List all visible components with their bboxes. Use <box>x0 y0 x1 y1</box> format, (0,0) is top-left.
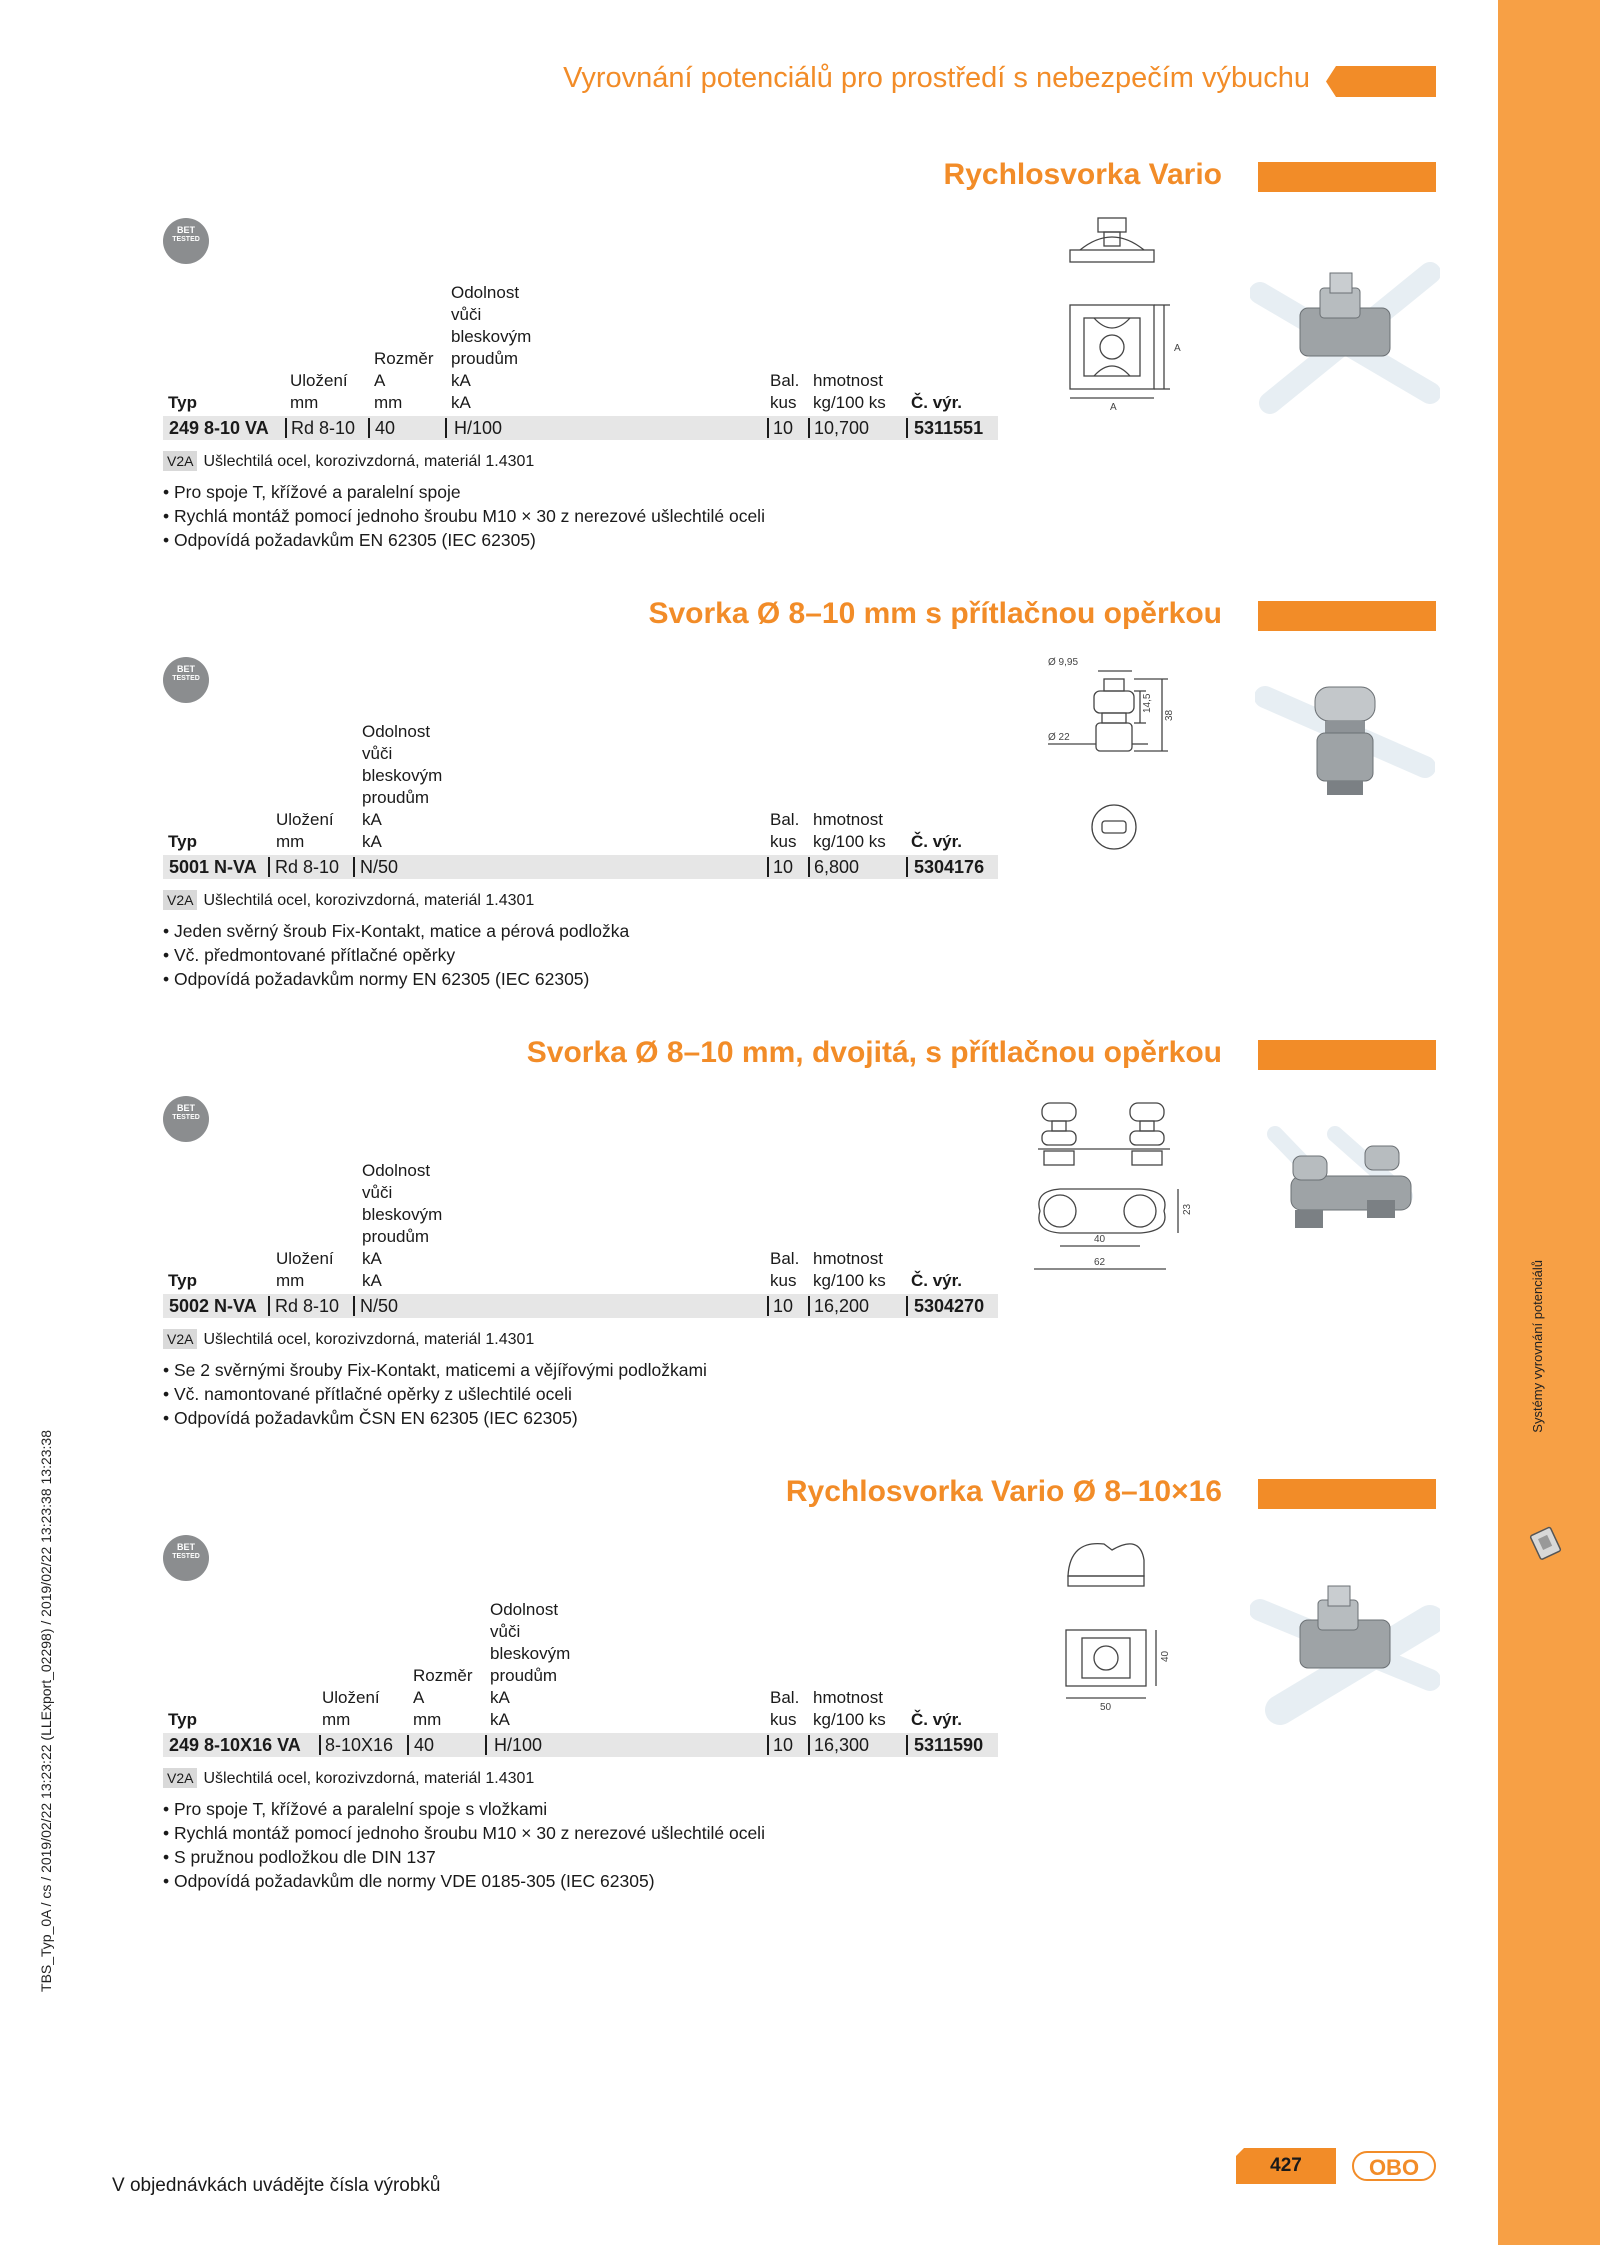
section-title: Svorka Ø 8–10 mm, dvojitá, s přítlačnou opěrkou <box>526 1036 1222 1069</box>
list-item: • S pružnou podložkou dle DIN 137 <box>163 1845 765 1869</box>
dim-label: Ø 9,95 <box>1048 657 1079 668</box>
product-section-1 <box>0 158 1498 588</box>
cell-bal: 10 <box>773 857 794 877</box>
header-bal: Bal. kus <box>770 1688 800 1729</box>
material-line <box>163 1768 534 1789</box>
dim-label: 40 <box>1160 1650 1171 1662</box>
cell-bal: 10 <box>773 1735 794 1755</box>
header-typ: Typ <box>168 832 197 851</box>
cell-odolnost: H/100 <box>494 1735 543 1755</box>
cell-odolnost: N/50 <box>360 857 399 877</box>
page-number: 427 <box>1270 2155 1302 2176</box>
cell-typ: 5002 N-VA <box>169 1296 257 1316</box>
product-photo <box>1250 253 1440 423</box>
cell-ulozeni: Rd 8-10 <box>275 1296 340 1316</box>
header-cvyr: Č. výr. <box>911 832 963 851</box>
cell-rozmer: 40 <box>414 1735 435 1755</box>
product-section-2 <box>0 597 1498 1027</box>
tested-badge: BET TESTED <box>163 1535 209 1581</box>
material-line <box>163 1329 534 1350</box>
product-photo <box>1255 1116 1435 1266</box>
header-hmotnost: hmotnost kg/100 ks <box>813 1249 886 1290</box>
list-item: • Se 2 svěrnými šrouby Fix-Kontakt, maticemi a vějířovými podložkami <box>163 1358 707 1382</box>
dim-label: A <box>1110 402 1117 410</box>
cell-cvyr: 5311590 <box>914 1735 984 1755</box>
list-item: • Jeden svěrný šroub Fix-Kontakt, matice a pérová podložka <box>163 919 629 943</box>
dim-label: 62 <box>1094 1257 1106 1268</box>
material-line <box>163 451 534 472</box>
svg-text:OBO: OBO <box>1368 2155 1420 2180</box>
header-typ: Typ <box>168 1271 197 1290</box>
header-hmotnost: hmotnost kg/100 ks <box>813 371 886 412</box>
dim-label: 50 <box>1100 1702 1112 1710</box>
material-tag: V2A <box>163 451 197 471</box>
header-hmotnost: hmotnost kg/100 ks <box>813 1688 886 1729</box>
cell-ulozeni: Rd 8-10 <box>275 857 340 877</box>
cell-bal: 10 <box>773 1296 794 1316</box>
product-photo <box>1250 1570 1440 1740</box>
header-odolnost: Odolnost vůči bleskovým proudům kA kA <box>451 283 532 412</box>
cell-cvyr: 5311551 <box>914 418 984 438</box>
product-section-4 <box>0 1475 1498 1905</box>
table-row <box>163 855 998 879</box>
obo-logo <box>1352 2146 1436 2186</box>
page-title: Vyrovnání potenciálů pro prostředí s nebezpečím výbuchu <box>563 62 1310 94</box>
list-item: • Odpovídá požadavkům dle normy VDE 0185-305 (IEC 62305) <box>163 1869 765 1893</box>
section-title: Svorka Ø 8–10 mm s přítlačnou opěrkou <box>648 597 1222 630</box>
header-rozmer: Rozměr A mm <box>413 1666 473 1729</box>
header-rozmer: Rozměr A mm <box>374 349 434 412</box>
feature-list <box>163 480 765 552</box>
product-photo <box>1255 667 1435 837</box>
header-odolnost: Odolnost vůči bleskovým proudům kA kA <box>490 1600 571 1729</box>
material-tag: V2A <box>163 1329 197 1349</box>
feature-list <box>163 919 629 991</box>
list-item: • Vč. předmontované přítlačné opěrky <box>163 943 629 967</box>
header-bal: Bal. kus <box>770 810 800 851</box>
section-bar <box>1258 1479 1436 1509</box>
header-cvyr: Č. výr. <box>911 393 963 412</box>
header-ulozeni: Uložení mm <box>290 371 348 412</box>
list-item: • Odpovídá požadavkům ČSN EN 62305 (IEC 62305) <box>163 1406 707 1430</box>
list-item: • Vč. namontované přítlačné opěrky z ušlechtilé oceli <box>163 1382 707 1406</box>
material-line <box>163 890 534 911</box>
material-tag: V2A <box>163 890 197 910</box>
feature-list <box>163 1797 765 1893</box>
cell-hmotnost: 6,800 <box>814 857 860 877</box>
cell-hmotnost: 16,300 <box>814 1735 870 1755</box>
header-cvyr: Č. výr. <box>911 1271 963 1290</box>
header-bal: Bal. kus <box>770 1249 800 1290</box>
feature-list <box>163 1358 707 1430</box>
list-item: • Odpovídá požadavkům normy EN 62305 (IEC 62305) <box>163 967 629 991</box>
list-item: • Pro spoje T, křížové a paralelní spoje <box>163 480 765 504</box>
section-bar <box>1258 601 1436 631</box>
product-section-3 <box>0 1036 1498 1466</box>
header-ulozeni: Uložení mm <box>322 1688 380 1729</box>
material-text: Ušlechtilá ocel, korozivzdorná, materiál 1.4301 <box>203 1331 535 1348</box>
material-text: Ušlechtilá ocel, korozivzdorná, materiál 1.4301 <box>203 1770 535 1787</box>
list-item: • Rychlá montáž pomocí jednoho šroubu M10 × 30 z nerezové ušlechtilé oceli <box>163 1821 765 1845</box>
dim-label: 23 <box>1182 1203 1193 1215</box>
header-hmotnost: hmotnost kg/100 ks <box>813 810 886 851</box>
dim-label: 38 <box>1164 709 1175 721</box>
clamp-icon <box>1528 1522 1564 1562</box>
cell-ulozeni: Rd 8-10 <box>291 418 356 438</box>
section-title: Rychlosvorka Vario Ø 8–10×16 <box>785 1475 1222 1508</box>
side-label: Systémy vyrovnání potenciálů <box>1530 1260 1545 1433</box>
technical-drawing <box>1030 1091 1230 1291</box>
header-odolnost: Odolnost vůči bleskovým proudům kA kA <box>362 1161 443 1290</box>
tested-badge: BET TESTED <box>163 218 209 264</box>
technical-drawing <box>1060 1530 1220 1710</box>
dim-label: 14,5 <box>1142 693 1153 713</box>
table-row <box>163 416 998 440</box>
header-bal: Bal. kus <box>770 371 800 412</box>
header-odolnost: Odolnost vůči bleskovým proudům kA kA <box>362 722 443 851</box>
header-typ: Typ <box>168 393 197 412</box>
section-title: Rychlosvorka Vario <box>943 158 1222 191</box>
cell-ulozeni: 8-10X16 <box>325 1735 394 1755</box>
section-bar <box>1258 162 1436 192</box>
header-typ: Typ <box>168 1710 197 1729</box>
dim-label: 40 <box>1094 1234 1106 1245</box>
header-tab <box>1326 66 1436 97</box>
table-row <box>163 1294 998 1318</box>
material-text: Ušlechtilá ocel, korozivzdorná, materiál 1.4301 <box>203 453 535 470</box>
cell-typ: 249 8-10X16 VA <box>169 1735 301 1755</box>
footer-note: V objednávkách uvádějte čísla výrobků <box>112 2175 441 2196</box>
table-row <box>163 1733 998 1757</box>
cell-odolnost: N/50 <box>360 1296 399 1316</box>
cell-typ: 249 8-10 VA <box>169 418 269 438</box>
side-strip <box>1498 0 1600 2245</box>
list-item: • Pro spoje T, křížové a paralelní spoje s vložkami <box>163 1797 765 1821</box>
cell-hmotnost: 10,700 <box>814 418 870 438</box>
cell-cvyr: 5304270 <box>914 1296 985 1316</box>
cell-typ: 5001 N-VA <box>169 857 257 877</box>
print-code: TBS_Typ_0A / cs / 2019/02/22 13:23:22 (LLExport_02298) / 2019/02/22 13:23:38 13:23:38 <box>38 1430 54 1992</box>
header-cvyr: Č. výr. <box>911 1710 963 1729</box>
technical-drawing <box>1040 647 1220 857</box>
cell-cvyr: 5304176 <box>914 857 985 877</box>
technical-drawing <box>1060 210 1220 410</box>
cell-hmotnost: 16,200 <box>814 1296 870 1316</box>
material-tag: V2A <box>163 1768 197 1788</box>
cell-bal: 10 <box>773 418 794 438</box>
cell-rozmer: 40 <box>375 418 396 438</box>
dim-label: Ø 22 <box>1048 732 1070 743</box>
list-item: • Odpovídá požadavkům EN 62305 (IEC 62305) <box>163 528 765 552</box>
cell-odolnost: H/100 <box>454 418 503 438</box>
header-ulozeni: Uložení mm <box>276 810 334 851</box>
material-text: Ušlechtilá ocel, korozivzdorná, materiál 1.4301 <box>203 892 535 909</box>
header-ulozeni: Uložení mm <box>276 1249 334 1290</box>
list-item: • Rychlá montáž pomocí jednoho šroubu M10 × 30 z nerezové ušlechtilé oceli <box>163 504 765 528</box>
dim-label: A <box>1174 343 1181 354</box>
tested-badge: BET TESTED <box>163 1096 209 1142</box>
tested-badge: BET TESTED <box>163 657 209 703</box>
section-bar <box>1258 1040 1436 1070</box>
